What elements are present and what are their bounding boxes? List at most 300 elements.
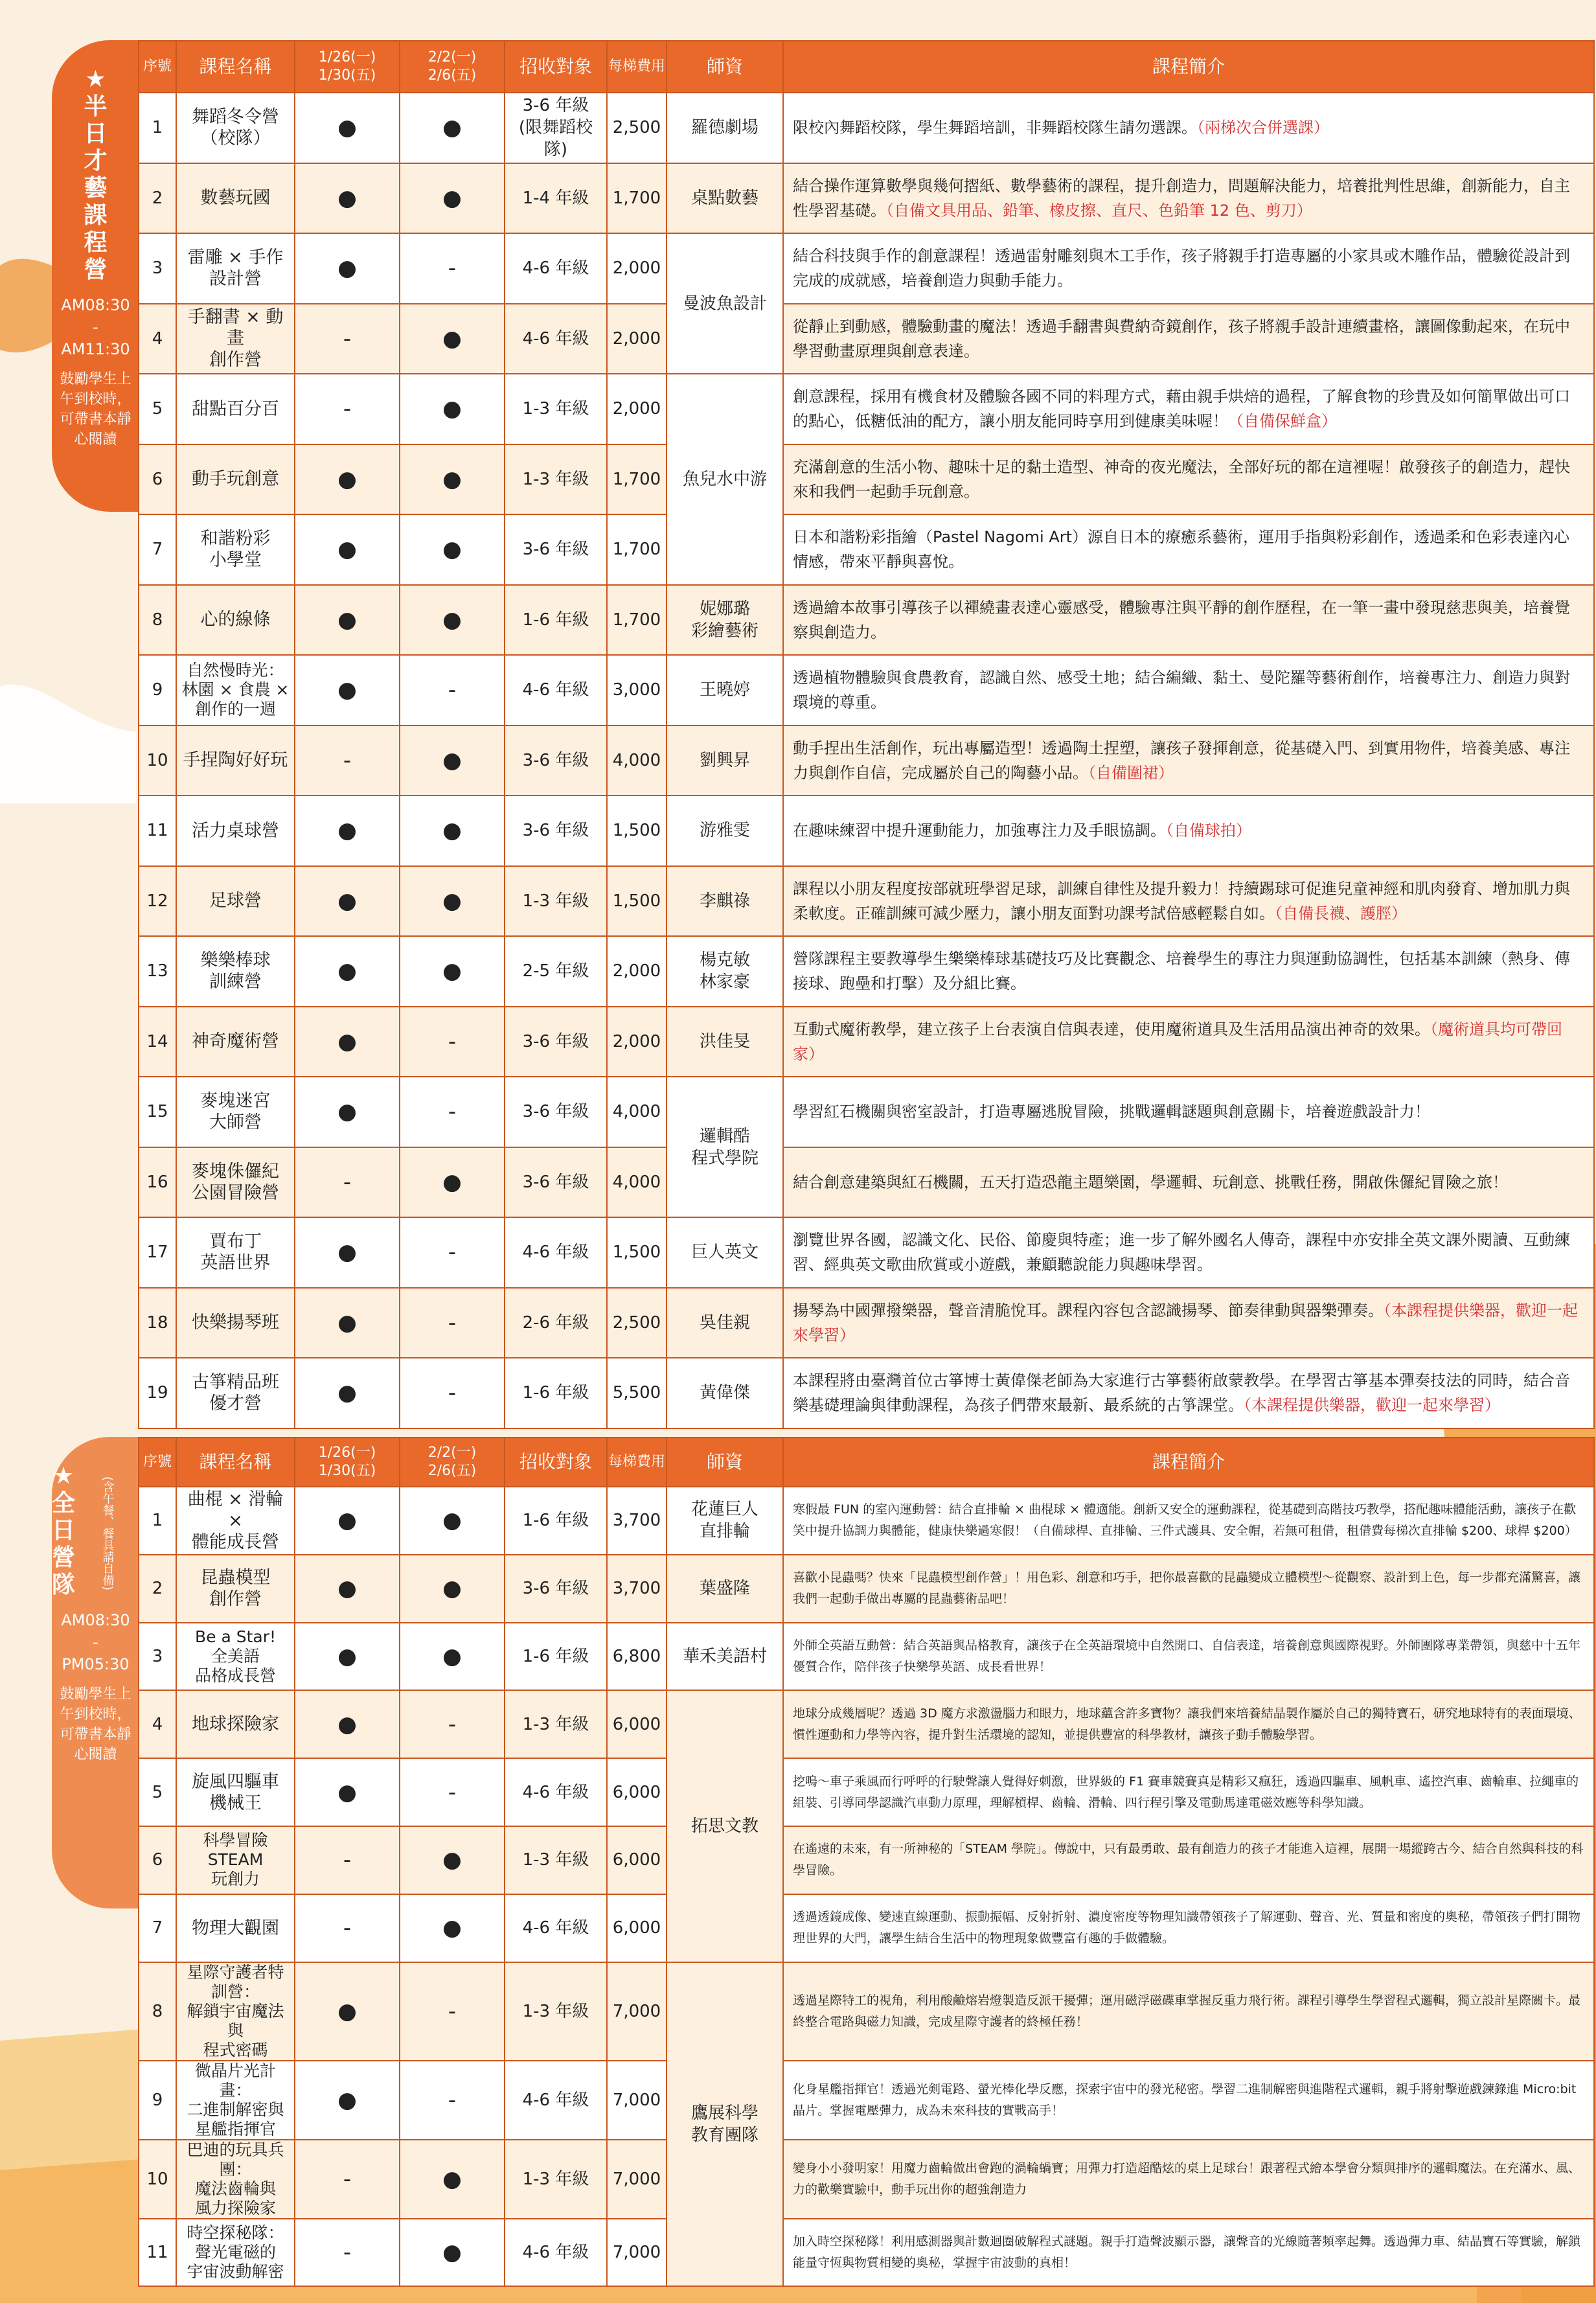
description-text: 從靜止到動感，體驗動畫的魔法！透過手翻書與費納奇鏡創作，孩子將親手設計連續畫格，讓圖像動起來，在玩中學習動畫原理與創意表達。	[793, 317, 1570, 360]
table-row	[139, 93, 1594, 163]
description-text: 充滿創意的生活小物、趣味十足的黏土造型、神奇的夜光魔法，全部好玩的都在這裡喔！啟發孩子的創造力，趕快來和我們一起動手玩創意。	[793, 457, 1570, 501]
fee: 6,000	[607, 1894, 667, 1962]
table-row	[139, 514, 1594, 585]
teacher: 葉盛隆	[667, 1555, 783, 1623]
target-grade: 1-3 年級	[505, 1690, 607, 1758]
description-text: 揚琴為中國彈撥樂器，聲音清脆悅耳。課程內容包含認識揚琴、節奏律動與器樂彈奏。	[793, 1301, 1384, 1320]
fee: 1,700	[607, 444, 667, 515]
fee: 5,500	[607, 1358, 667, 1428]
description-text: 日本和諧粉彩指繪（Pastel Nagomi Art）源自日本的療癒系藝術，運用手指與粉彩創作，透過柔和色彩表達內心情感，帶來平靜與喜悅。	[793, 528, 1570, 571]
full-day-title	[52, 1463, 75, 1599]
row-number: 19	[139, 1358, 176, 1428]
week2-mark: ●	[400, 726, 505, 796]
full-day-subtitle: (含午餐、餐具請自備)	[100, 1476, 115, 1591]
course-description	[783, 796, 1594, 866]
week2-mark: ●	[400, 796, 505, 866]
fee: 1,700	[607, 585, 667, 656]
week2-mark: ●	[400, 514, 505, 585]
table-row	[139, 1690, 1594, 1758]
description-text: 結合創意建築與紅石機關，五天打造恐龍主題樂園，學邏輯、玩創意、挑戰任務，開啟侏儸紀冒險之旅！	[793, 1173, 1508, 1191]
course-description	[783, 2061, 1594, 2140]
target-grade: 4-6 年級	[505, 233, 607, 304]
teacher: 桌點數藝	[667, 163, 783, 234]
course-name: 舞蹈冬令營 （校隊）	[176, 93, 295, 163]
teacher: 巨人英文	[667, 1217, 783, 1288]
table-row	[139, 2140, 1594, 2219]
fee: 4,000	[607, 1147, 667, 1218]
row-number: 3	[139, 233, 176, 304]
fee: 4,000	[607, 726, 667, 796]
course-description	[783, 1962, 1594, 2061]
course-description	[783, 1623, 1594, 1691]
course-name: 麥塊迷宮 大師營	[176, 1077, 295, 1147]
fee: 3,700	[607, 1487, 667, 1555]
description-text: 在趣味練習中提升運動能力，加強專注力及手眼協調。	[793, 821, 1166, 840]
row-number: 2	[139, 1555, 176, 1623]
course-description	[783, 1147, 1594, 1218]
row-number: 6	[139, 1826, 176, 1894]
teacher: 華禾美語村	[667, 1623, 783, 1691]
table-row	[139, 1826, 1594, 1894]
teacher: 吳佳親	[667, 1288, 783, 1358]
description-text: 限校內舞蹈校隊，學生舞蹈培訓，非舞蹈校隊生請勿選課。	[793, 119, 1197, 137]
week1-mark: -	[295, 304, 400, 374]
fee: 7,000	[607, 2140, 667, 2219]
week2-mark: ●	[400, 304, 505, 374]
row-number: 4	[139, 1690, 176, 1758]
header-intro: 課程簡介	[783, 41, 1594, 93]
fee: 2,000	[607, 936, 667, 1007]
description-note: （兩梯次合併選課）	[1197, 119, 1329, 137]
course-description	[783, 444, 1594, 515]
table-row	[139, 1358, 1594, 1428]
week2-mark: -	[400, 1007, 505, 1077]
week1-mark: ●	[295, 655, 400, 726]
course-description	[783, 304, 1594, 374]
course-description	[783, 163, 1594, 234]
header-week1: 1/26(一) 1/30(五)	[295, 41, 400, 93]
sidebar-title-char: ★	[85, 66, 106, 93]
description-text: 營隊課程主要教導學生樂樂棒球基礎技巧及比賽觀念、培養學生的專注力與運動協調性，包括基本訓練（熱身、傳接球、跑壘和打擊）及分組比賽。	[793, 950, 1570, 993]
header-fee: 每梯費用	[607, 41, 667, 93]
teacher: 黃偉傑	[667, 1358, 783, 1428]
week1-mark: -	[295, 1147, 400, 1218]
fee: 2,000	[607, 233, 667, 304]
half-day-header-row	[139, 41, 1594, 93]
course-description	[783, 1007, 1594, 1077]
week2-mark: ●	[400, 2140, 505, 2219]
description-note: （自備文具用品、鉛筆、橡皮擦、直尺、色鉛筆 12 色、剪刀）	[886, 201, 1312, 220]
week2-mark: ●	[400, 2219, 505, 2287]
target-grade: 1-6 年級	[505, 1623, 607, 1691]
row-number: 13	[139, 936, 176, 1007]
course-description	[783, 1690, 1594, 1758]
teacher: 李麒祿	[667, 866, 783, 937]
week2-mark: -	[400, 2061, 505, 2140]
table-row	[139, 374, 1594, 444]
sidebar-title-char: 半	[84, 93, 108, 120]
header-course: 課程名稱	[176, 41, 295, 93]
row-number: 16	[139, 1147, 176, 1218]
description-text: 透過繪本故事引導孩子以禪繞畫表達心靈感受，體驗專注與平靜的創作歷程，在一筆一畫中發現慈悲與美，培養覺察與創造力。	[793, 598, 1570, 641]
week2-mark: ●	[400, 936, 505, 1007]
course-description	[783, 1487, 1594, 1555]
description-text: 寒假最 FUN 的室內運動營：結合直排輪 × 曲棍球 × 體適能。創新又安全的運動課程，從基礎到高階技巧教學，搭配趣味體能活動，讓孩子在歡笑中提升協調力與體能，健康快樂過寒假！（自備球桿、直排輪、三件式護具、安全帽，若無可租借，租借費每梯次直排輪 $200、球桿 $200）	[793, 1502, 1577, 1539]
target-grade: 3-6 年級	[505, 1147, 607, 1218]
description-text: 透過植物體驗與食農教育，認識自然、感受土地；結合編織、黏土、曼陀羅等藝術創作，培養專注力、創造力與對環境的尊重。	[793, 669, 1570, 712]
target-grade: 3-6 年級	[505, 514, 607, 585]
target-grade: 1-3 年級	[505, 2140, 607, 2219]
table-row	[139, 304, 1594, 374]
target-grade: 1-3 年級	[505, 444, 607, 515]
teacher: 楊克敏 林家豪	[667, 936, 783, 1007]
description-note: （自備球拍）	[1166, 821, 1251, 840]
target-grade: 4-6 年級	[505, 2219, 607, 2287]
week2-mark: ●	[400, 1487, 505, 1555]
course-name: 雷雕 × 手作 設計營	[176, 233, 295, 304]
target-grade: 1-6 年級	[505, 585, 607, 656]
description-text: 創意課程，採用有機食材及體驗各國不同的料理方式，藉由親手烘焙的過程，了解食物的珍貴及如何簡單做出可口的點心，低糖低油的配方，讓小朋友能同時享用到健康美味喔！	[793, 387, 1570, 431]
target-grade: 4-6 年級	[505, 1217, 607, 1288]
fee: 6,000	[607, 1826, 667, 1894]
fee: 7,000	[607, 2219, 667, 2287]
course-name: 巴迪的玩具兵團： 魔法齒輪與 風力探險家	[176, 2140, 295, 2219]
sidebar-title-char: 課	[84, 202, 108, 229]
table-row	[139, 1555, 1594, 1623]
week1-mark: ●	[295, 1487, 400, 1555]
full-day-table	[138, 1437, 1595, 2287]
course-description	[783, 1077, 1594, 1147]
sidebar-title-char: 營	[84, 257, 108, 283]
week2-mark: -	[400, 1358, 505, 1428]
fee: 2,000	[607, 304, 667, 374]
description-note: （自備保鮮盒）	[1228, 412, 1337, 431]
fee: 1,500	[607, 1217, 667, 1288]
description-text: 地球分成幾層呢？透過 3D 魔方求激盪腦力和眼力，地球蘊含許多寶物？讓我們來培養結晶製作屬於自己的獨特寶石，研究地球特有的表面環境、慣性運動和力學等內容，提升對生活環境的認知，並提供豐富的科學教材，讓孩子動手體驗學習。	[793, 1706, 1581, 1742]
description-text: 在遙遠的未來，有一所神秘的「STEAM 學院」。傳說中，只有最勇敢、最有創造力的孩子才能進入這裡，展開一場縱跨古今、結合自然與科技的科學冒險。	[793, 1842, 1584, 1878]
course-name: 活力桌球營	[176, 796, 295, 866]
week2-mark: -	[400, 1690, 505, 1758]
target-grade: 4-6 年級	[505, 1758, 607, 1826]
course-description	[783, 1894, 1594, 1962]
course-description	[783, 1555, 1594, 1623]
row-number: 18	[139, 1288, 176, 1358]
course-name: 賈布丁 英語世界	[176, 1217, 295, 1288]
target-grade: 1-3 年級	[505, 1962, 607, 2061]
course-name: 心的線條	[176, 585, 295, 656]
sidebar-title-char: 全	[52, 1490, 76, 1517]
week2-mark: -	[400, 1077, 505, 1147]
table-row	[139, 2219, 1594, 2287]
description-note: （本課程提供樂器，歡迎一起來學習）	[793, 1301, 1578, 1344]
description-text: 透過星際特工的視角，利用酸鹼熔岩燈製造反派干擾彈；運用磁浮磁碟車掌握反重力飛行術。課程引導學生學習程式邏輯，獨立設計星際關卡。最終整合電路與磁力知識，完成星際守護者的終極任務！	[793, 1993, 1581, 2029]
course-name: 足球營	[176, 866, 295, 937]
target-grade: 3-6 年級	[505, 726, 607, 796]
fee: 7,000	[607, 1962, 667, 2061]
table-row	[139, 796, 1594, 866]
header-fee: 每梯費用	[607, 1438, 667, 1487]
teacher: 曼波魚設計	[667, 233, 783, 374]
header-week2: 2/2(一) 2/6(五)	[400, 1438, 505, 1487]
table-row	[139, 2061, 1594, 2140]
table-row	[139, 655, 1594, 726]
week2-mark: -	[400, 233, 505, 304]
week1-mark: -	[295, 374, 400, 444]
fee: 3,000	[607, 655, 667, 726]
course-name: 數藝玩國	[176, 163, 295, 234]
week1-mark: ●	[295, 1077, 400, 1147]
row-number: 8	[139, 585, 176, 656]
teacher: 洪佳旻	[667, 1007, 783, 1077]
week1-mark: ●	[295, 936, 400, 1007]
course-description	[783, 1826, 1594, 1894]
sidebar-title-char: ★	[52, 1463, 74, 1489]
course-name: 甜點百分百	[176, 374, 295, 444]
course-description	[783, 2219, 1594, 2287]
full-day-sidebar	[52, 1437, 139, 1908]
description-note: （自備圍裙）	[1088, 763, 1174, 782]
description-note: （自備長襪、護脛）	[1275, 904, 1407, 922]
course-name: 昆蟲模型 創作營	[176, 1555, 295, 1623]
target-grade: 1-4 年級	[505, 163, 607, 234]
fee: 4,000	[607, 1077, 667, 1147]
week1-mark: ●	[295, 1288, 400, 1358]
course-name: 麥塊侏儸紀 公園冒險營	[176, 1147, 295, 1218]
fee: 2,500	[607, 1288, 667, 1358]
week1-mark: ●	[295, 1217, 400, 1288]
target-grade: 1-6 年級	[505, 1487, 607, 1555]
table-row	[139, 163, 1594, 234]
teacher: 邏輯酷 程式學院	[667, 1077, 783, 1217]
table-row	[139, 1007, 1594, 1077]
target-grade: 3-6 年級	[505, 1077, 607, 1147]
row-number: 6	[139, 444, 176, 515]
course-name: 旋風四驅車 機械王	[176, 1758, 295, 1826]
fee: 6,000	[607, 1690, 667, 1758]
course-name: 星際守護者特訓營： 解鎖宇宙魔法與 程式密碼	[176, 1962, 295, 2061]
description-text: 加入時空探秘隊！利用感測器與計數迴圈破解程式謎題。親手打造聲波顯示器，讓聲音的光線隨著頻率起舞。透過彈力車、結晶寶石等實驗，解鎖能量守恆與物質相變的奧秘，掌握宇宙波動的真相！	[793, 2234, 1581, 2270]
week2-mark: ●	[400, 1623, 505, 1691]
course-name: 自然慢時光： 林園 × 食農 × 創作的一週	[176, 655, 295, 726]
description-note: （本課程提供樂器，歡迎一起來學習）	[1244, 1396, 1500, 1415]
week2-mark: -	[400, 1962, 505, 2061]
header-no: 序號	[139, 41, 176, 93]
week1-mark: -	[295, 2219, 400, 2287]
teacher: 王曉婷	[667, 655, 783, 726]
target-grade: 3-6 年級 (限舞蹈校隊)	[505, 93, 607, 163]
description-text: 結合科技與手作的創意課程！透過雷射雕刻與木工手作，孩子將親手打造專屬的小家具或木雕作品，體驗從設計到完成的成就感，培養創造力與動手能力。	[793, 247, 1570, 290]
sidebar-title-char: 營	[52, 1544, 76, 1571]
week1-mark: ●	[295, 866, 400, 937]
row-number: 7	[139, 1894, 176, 1962]
course-description	[783, 374, 1594, 444]
course-name: 神奇魔術營	[176, 1007, 295, 1077]
target-grade: 1-3 年級	[505, 1826, 607, 1894]
row-number: 9	[139, 2061, 176, 2140]
description-text: 外師全英語互動營：結合英語與品格教育，讓孩子在全英語環境中自然開口、自信表達，培養創意與國際視野。外師團隊專業帶領，與慈中十五年優質合作，陪伴孩子快樂學英語、成長看世界！	[793, 1638, 1581, 1674]
half-day-section	[52, 40, 1578, 1426]
week1-mark: ●	[295, 233, 400, 304]
course-name: 和諧粉彩 小學堂	[176, 514, 295, 585]
sidebar-title-char: 程	[84, 229, 108, 256]
description-text: 挖嗚～車子乘風而行呼呼的行駛聲讓人覺得好刺激，世界級的 F1 賽車競賽真是精彩又瘋狂，透過四驅車、風帆車、遙控汽車、齒輪車、拉繩車的組裝、引導同學認識汽車動力原理，理解槓桿、齒輪、滑輪、四行程引擎及電動馬達電磁效應等科學知識。	[793, 1774, 1579, 1810]
half-day-table	[138, 40, 1595, 1429]
table-row	[139, 726, 1594, 796]
sidebar-title-char: 隊	[52, 1572, 76, 1598]
target-grade: 1-3 年級	[505, 866, 607, 937]
week1-mark: ●	[295, 1007, 400, 1077]
week1-mark: -	[295, 2140, 400, 2219]
row-number: 11	[139, 2219, 176, 2287]
row-number: 15	[139, 1077, 176, 1147]
row-number: 1	[139, 1487, 176, 1555]
description-text: 課程以小朋友程度按部就班學習足球，訓練自律性及提升毅力！持續踢球可促進兒童神經和肌肉發育、增加肌力與柔軟度。正確訓練可減少壓力，讓小朋友面對功課考試倍感輕鬆自如。	[793, 879, 1570, 922]
description-text: 本課程將由臺灣首位古箏博士黃偉傑老師為大家進行古箏藝術啟蒙教學。在學習古箏基本彈奏技法的同時，結合音樂基礎理論與律動課程，為孩子們帶來最新、最系統的古箏課堂。	[793, 1371, 1570, 1415]
week2-mark: ●	[400, 1147, 505, 1218]
teacher: 拓思文教	[667, 1690, 783, 1962]
header-intro: 課程簡介	[783, 1438, 1594, 1487]
week1-mark: -	[295, 726, 400, 796]
week2-mark: ●	[400, 93, 505, 163]
sidebar-title-char: 日	[84, 120, 108, 147]
table-row	[139, 585, 1594, 656]
table-row	[139, 1487, 1594, 1555]
course-description	[783, 233, 1594, 304]
week2-mark: ●	[400, 1555, 505, 1623]
target-grade: 3-6 年級	[505, 1007, 607, 1077]
fee: 2,500	[607, 93, 667, 163]
row-number: 10	[139, 726, 176, 796]
row-number: 5	[139, 1758, 176, 1826]
course-description	[783, 1358, 1594, 1428]
week1-mark: ●	[295, 1690, 400, 1758]
table-row	[139, 1077, 1594, 1147]
course-description	[783, 936, 1594, 1007]
description-text: 瀏覽世界各國，認識文化、民俗、節慶與特產；進一步了解外國名人傳奇，課程中亦安排全英文課外閱讀、互動練習、經典英文歌曲欣賞或小遊戲，兼顧聽說能力與趣味學習。	[793, 1231, 1570, 1274]
sidebar-title-char: 才	[84, 148, 108, 174]
week2-mark: -	[400, 655, 505, 726]
description-text: 透過透鏡成像、變速直線運動、振動振幅、反射折射、濃度密度等物理知識帶領孩子了解運動、聲音、光、質量和密度的奧秘，帶領孩子們打開物理世界的大門，讓學生結合生活中的物理現象做豐富有趣的手做體驗。	[793, 1910, 1581, 1946]
table-row	[139, 1894, 1594, 1962]
row-number: 12	[139, 866, 176, 937]
description-text: 喜歡小昆蟲嗎？快來「昆蟲模型創作營」！用色彩、創意和巧手，把你最喜歡的昆蟲變成立體模型～從觀察、設計到上色，每一步都充滿驚喜，讓我們一起動手做出專屬的昆蟲藝術品吧！	[793, 1570, 1581, 1607]
course-description	[783, 2140, 1594, 2219]
target-grade: 1-6 年級	[505, 1358, 607, 1428]
course-description	[783, 1288, 1594, 1358]
teacher: 鷹展科學 教育團隊	[667, 1962, 783, 2287]
row-number: 2	[139, 163, 176, 234]
description-note: （魔術道具均可帶回家）	[793, 1020, 1562, 1063]
table-row	[139, 233, 1594, 304]
row-number: 3	[139, 1623, 176, 1691]
target-grade: 4-6 年級	[505, 2061, 607, 2140]
description-text: 變身小小發明家！用魔力齒輪做出會跑的渦輪蝸寶；用彈力打造超酷炫的桌上足球台！跟著程式繪本學會分類與排序的邏輯魔法。在充滿水、風、力的歡樂實驗中，動手玩出你的超強創造力	[793, 2160, 1581, 2197]
course-name: 手捏陶好好玩	[176, 726, 295, 796]
description-text: 學習紅石機關與密室設計，打造專屬逃脫冒險，挑戰邏輯謎題與創意關卡，培養遊戲設計力！	[793, 1103, 1430, 1121]
teacher: 花蓮巨人 直排輪	[667, 1487, 783, 1555]
header-week1: 1/26(一) 1/30(五)	[295, 1438, 400, 1487]
table-row	[139, 1288, 1594, 1358]
full-day-section	[52, 1437, 1584, 2281]
course-name: 快樂揚琴班	[176, 1288, 295, 1358]
fee: 3,700	[607, 1555, 667, 1623]
course-name: 時空探秘隊： 聲光電磁的 宇宙波動解密	[176, 2219, 295, 2287]
course-name: 地球探險家	[176, 1690, 295, 1758]
table-row	[139, 444, 1594, 515]
course-description	[783, 1758, 1594, 1826]
table-row	[139, 936, 1594, 1007]
row-number: 11	[139, 796, 176, 866]
header-week2: 2/2(一) 2/6(五)	[400, 41, 505, 93]
course-description	[783, 514, 1594, 585]
course-description	[783, 1217, 1594, 1288]
target-grade: 2-6 年級	[505, 1288, 607, 1358]
week1-mark: ●	[295, 1623, 400, 1691]
half-day-note: 鼓勵學生上午到校時，可帶書本靜心閱讀	[60, 371, 131, 448]
week1-mark: ●	[295, 514, 400, 585]
half-day-title	[52, 66, 139, 284]
course-description	[783, 585, 1594, 656]
teacher: 妮娜璐 彩繪藝術	[667, 585, 783, 656]
target-grade: 2-5 年級	[505, 936, 607, 1007]
course-name: 古箏精品班 優才營	[176, 1358, 295, 1428]
table-row	[139, 1147, 1594, 1218]
fee: 1,500	[607, 796, 667, 866]
row-number: 4	[139, 304, 176, 374]
header-target: 招收對象	[505, 41, 607, 93]
table-row	[139, 1217, 1594, 1288]
week1-mark: ●	[295, 1555, 400, 1623]
sidebar-title-char: 藝	[84, 175, 108, 201]
target-grade: 1-3 年級	[505, 374, 607, 444]
row-number: 1	[139, 93, 176, 163]
full-day-header-row	[139, 1438, 1594, 1487]
row-number: 17	[139, 1217, 176, 1288]
teacher: 游雅雯	[667, 796, 783, 866]
row-number: 10	[139, 2140, 176, 2219]
course-description	[783, 866, 1594, 937]
course-name: 物理大觀園	[176, 1894, 295, 1962]
week2-mark: -	[400, 1288, 505, 1358]
target-grade: 3-6 年級	[505, 1555, 607, 1623]
fee: 1,700	[607, 163, 667, 234]
week1-mark: ●	[295, 796, 400, 866]
week1-mark: ●	[295, 1962, 400, 2061]
header-course: 課程名稱	[176, 1438, 295, 1487]
header-target: 招收對象	[505, 1438, 607, 1487]
row-number: 8	[139, 1962, 176, 2061]
week2-mark: -	[400, 1217, 505, 1288]
table-row	[139, 1623, 1594, 1691]
target-grade: 4-6 年級	[505, 304, 607, 374]
week2-mark: -	[400, 1758, 505, 1826]
course-name: Be a Star! 全美語 品格成長營	[176, 1623, 295, 1691]
fee: 2,000	[607, 374, 667, 444]
row-number: 9	[139, 655, 176, 726]
row-number: 7	[139, 514, 176, 585]
fee: 2,000	[607, 1007, 667, 1077]
week1-mark: ●	[295, 163, 400, 234]
week2-mark: ●	[400, 866, 505, 937]
teacher: 魚兒水中游	[667, 374, 783, 585]
row-number: 14	[139, 1007, 176, 1077]
fee: 7,000	[607, 2061, 667, 2140]
week2-mark: ●	[400, 585, 505, 656]
week1-mark: ●	[295, 585, 400, 656]
header-teacher: 師資	[667, 1438, 783, 1487]
week1-mark: ●	[295, 1758, 400, 1826]
week2-mark: ●	[400, 444, 505, 515]
